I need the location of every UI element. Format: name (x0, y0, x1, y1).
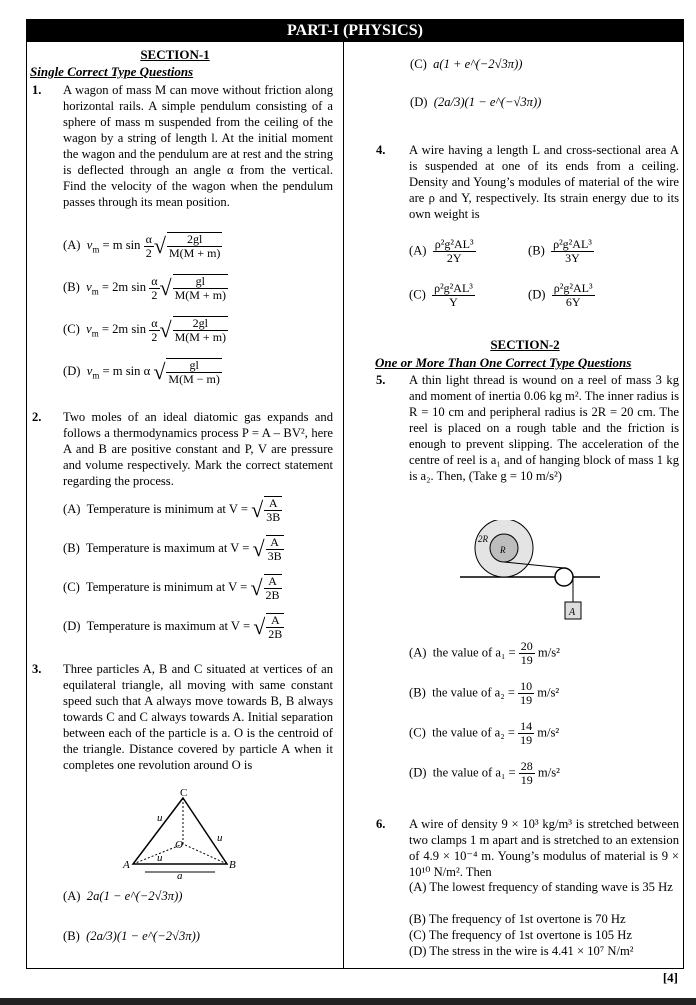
label-o: O (175, 839, 183, 851)
section-2-subtitle: One or More Than One Correct Type Questions (375, 355, 632, 370)
q6-option-b[interactable]: (B) The frequency of 1st overtone is 70 Hz (409, 912, 626, 926)
label-a: A (123, 859, 130, 871)
inner-radius-label: R (500, 545, 506, 555)
section-1-subtitle: Single Correct Type Questions (30, 64, 194, 79)
q6-option-d[interactable]: (D) The stress in the wire is 4.41 × 10⁷ N/m² (409, 944, 634, 958)
q1-option-a[interactable]: (A) $v_m = m$ sin $\frac{\alpha}{2}$ √ $\frac{2gl}{M(M + m)}$ (63, 231, 221, 260)
q5-option-b[interactable]: (B) the value of a₂ = $\frac{10}{19}$ m/s² (409, 679, 560, 707)
q3-option-a[interactable]: (A) 2a(1 − e^(−2√3π)) (63, 889, 183, 903)
triangle-figure (115, 786, 245, 881)
q2-option-b[interactable]: (B) Temperature is maximum at V = √ $\frac{A}{3B}$ (63, 535, 282, 563)
q2-option-d[interactable]: (D) Temperature is maximum at V = √ $\frac{A}{2B}$ (63, 613, 283, 641)
question-1-number: 1. (32, 83, 42, 97)
q3-option-c[interactable]: (C) a(1 + e^(−2√3π)) (410, 57, 523, 71)
velocity-label-3: u (157, 852, 163, 864)
section-1-title: SECTION-1 (140, 47, 210, 62)
question-4-number: 4. (376, 143, 386, 157)
column-divider (343, 42, 344, 968)
bottom-bar (0, 998, 696, 1005)
q5-option-a[interactable]: (A) the value of a₁ = $\frac{20}{19}$ m/s² (409, 639, 560, 667)
q3-option-b[interactable]: (B) (2a/3)(1 − e^(−2√3π)) (63, 929, 200, 943)
question-3-number: 3. (32, 662, 42, 676)
outer-radius-label: 2R (478, 534, 488, 544)
question-5-number: 5. (376, 373, 386, 387)
q6-option-c[interactable]: (C) The frequency of 1st overtone is 105 Hz (409, 928, 632, 942)
question-4-text: A wire having a length L and cross-sectional area A is suspended at one of its ends from a ceiling. Density and Young’s modules of material of the wire are ρ and Y, respectively. Its strain energy due to its own weight is (409, 143, 679, 221)
reel-figure (460, 520, 600, 630)
velocity-label-2: u (217, 832, 223, 844)
q5-option-c[interactable]: (C) the value of a₂ = $\frac{14}{19}$ m/s² (409, 719, 560, 747)
pulley (555, 568, 573, 586)
question-2-text: Two moles of an ideal diatomic gas expands and follows a thermodynamics process P = A – BV², here A and B are positive constant and P, V are pressure and volume respectively. Mark the correct statement regarding the process. (63, 410, 333, 488)
q6-option-a[interactable]: (A) The lowest frequency of standing wave is 35 Hz (409, 880, 673, 894)
question-6-text: A wire of density 9 × 10³ kg/m³ is stretched between two clamps 1 m apart and is stretched to an extension of 4.9 × 10⁻⁴ m. Young’s modulus of material is 9 × 10¹⁰ N/m². Then (409, 817, 679, 879)
q2-option-a[interactable]: (A) Temperature is minimum at V = √ $\frac{A}{3B}$ (63, 496, 281, 524)
question-5-text: A thin light thread is wound on a reel of mass 3 kg and moment of inertia 0.06 kg m². The inner radius is R = 10 cm and peripheral radius is 2R = 20 cm. The reel is placed on a rough table and the friction is enough to prevent slipping. The acceleration of the centre of reel is a₁ and of hanging block of mass 1 kg is a₂. Then, (Take g = 10 m/s²) (409, 373, 679, 483)
question-3-text: Three particles A, B and C situated at vertices of an equilateral triangle, all moving with same constant speed such that A always move towards B, B always towards C and C always towards A. Initial separation between each of the particle is a. O is the centroid of the triangle. Distance covered by particle A when it completes one revolution around O is (63, 662, 333, 772)
q4-option-a[interactable]: (A) $\frac{\text{ρ²g²AL³}}{2Y}$ (409, 237, 474, 265)
velocity-label-1: u (157, 812, 163, 824)
side-length-label: a (177, 870, 183, 881)
q4-option-c[interactable]: (C) $\frac{\text{ρ²g²AL³}}{Y}$ (409, 281, 473, 309)
question-2-number: 2. (32, 410, 42, 424)
label-c: C (180, 787, 188, 799)
triangle-outline (133, 798, 227, 864)
q5-option-d[interactable]: (D) the value of a₁ = $\frac{28}{19}$ m/s² (409, 759, 560, 787)
q1-option-d[interactable]: (D) $v_m = m$ sin α √ $\frac{gl}{M(M - m)}$ (63, 358, 220, 386)
q4-option-d[interactable]: (D) $\frac{\text{ρ²g²AL³}}{6Y}$ (528, 281, 593, 309)
q4-option-b[interactable]: (B) $\frac{\text{ρ²g²AL³}}{3Y}$ (528, 237, 592, 265)
q1-option-c[interactable]: (C) $v_m = 2m$ sin $\frac{\alpha}{2}$ √ $\frac{2gl}{M(M + m)}$ (63, 315, 227, 344)
label-b: B (229, 859, 236, 871)
q3-option-d[interactable]: (D) (2a/3)(1 − e^(−√3π)) (410, 95, 542, 109)
page-title: PART-I (PHYSICS) (26, 19, 684, 42)
section-2-title: SECTION-2 (490, 337, 560, 352)
question-6-number: 6. (376, 817, 386, 831)
question-1-text: A wagon of mass M can move without friction along horizontal rails. A simple pendulum consisting of a sphere of mass m suspended from the ceiling of the wagon by a string of length l. At the initial moment the wagon and the pendulum are at rest and the string is deflected through an angle α from the vertical. Find the velocity of the wagon when the pendulum passes through its mean position. (63, 83, 333, 209)
block-label: A (569, 607, 576, 618)
q2-option-c[interactable]: (C) Temperature is minimum at V = √ $\frac{A}{2B}$ (63, 574, 280, 602)
q1-option-b[interactable]: (B) $v_m = 2m$ sin $\frac{\alpha}{2}$ √ $\frac{gl}{M(M + m)}$ (63, 273, 227, 302)
page-number: [4] (662, 970, 678, 985)
